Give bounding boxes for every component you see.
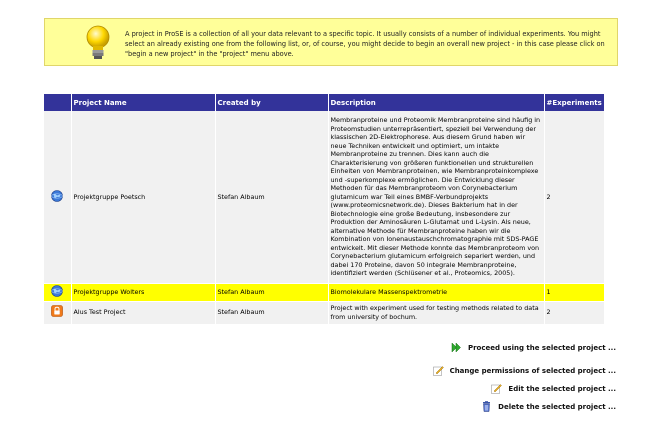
table-row[interactable] xyxy=(44,111,604,284)
table-row[interactable] xyxy=(44,301,604,324)
proceed-button[interactable] xyxy=(451,342,616,353)
header-experiments[interactable]: #Experiments xyxy=(544,94,604,111)
edit-pen-icon xyxy=(433,365,444,376)
header-project-name[interactable]: Project Name xyxy=(71,94,215,111)
project-name[interactable]: Projektgruppe Poetsch xyxy=(71,111,215,284)
table-row[interactable] xyxy=(44,284,604,302)
created-by: Stefan Albaum xyxy=(215,301,328,324)
change-permissions-label: Change permissions of selected project ... xyxy=(449,366,616,375)
project-table xyxy=(44,94,605,325)
delete-project-button[interactable] xyxy=(481,401,616,412)
table-header-row xyxy=(44,94,604,111)
project-description: Project with experiment used for testing methods related to data from university of bochum. xyxy=(328,301,544,324)
project-name[interactable]: Projektgruppe Wolters xyxy=(71,284,215,302)
delete-project-label: Delete the selected project ... xyxy=(498,402,616,411)
edit-pen-icon xyxy=(491,383,502,394)
double-arrow-icon xyxy=(451,342,462,353)
header-created-by[interactable]: Created by xyxy=(215,94,328,111)
lightbulb-icon xyxy=(83,24,113,64)
trash-icon xyxy=(481,401,492,412)
info-message: A project in ProSE is a collection of all your data relevant to a specific topic. It usually consists of a number of individual experiments. You might select an already existing one from the following list, or, of course, you might decide to begin an overall new project - in this case please click on "begin a new project" in the "project" menu above. xyxy=(125,30,605,58)
globe-icon xyxy=(51,285,63,297)
lock-icon xyxy=(51,305,63,317)
info-box xyxy=(44,18,618,66)
header-description[interactable]: Description xyxy=(328,94,544,111)
created-by: Stefan Albaum xyxy=(215,111,328,284)
created-by: Stefan Albaum xyxy=(215,284,328,302)
project-description: Membranproteine und Proteomik Membranproteine sind häufig in Proteomstudien unterrepräsentiert, speziell bei Verwendung der klassischen 2D-Elektrophorese. Aus diesem Grund haben wir neue Techniken entwickelt und optimiert, um intakte Membranproteine zu trennen. Dies kann auch die Charakterisierung von größeren funktionellen und strukturellen Einheiten von Membranproteinen, wie Membranproteinkomplexe und -superkomplexe ermöglichen. Die Entwicklung dieser Methoden für das Membranproteom von Corynebacterium glutamicum war Teil eines BMBF-Verbundprojekts (www.proteomicsnetwork.de). Dieses Bakterium hat in der Biotechnologie eine große Bedeutung, insbesondere zur Produktion der Aminosäuren L-Glutamat und L-Lysin. Als neue, alternative Methode für Membranproteine haben wir die Kombination von Ionenaustauschchromatographie mit SDS-PAGE entwickelt. Mit dieser Methode konnte das Membranproteom von Corynebacterium glutamicum erfolgreich separiert werden, und dabei 170 Proteine, davon 50 integrale Membranproteine, identifiziert werden (Schlüsener et al., Proteomics, 2005). xyxy=(328,111,544,284)
header-icon xyxy=(44,94,71,111)
project-name[interactable]: Alus Test Project xyxy=(71,301,215,324)
experiment-count: 2 xyxy=(544,111,604,284)
experiment-count: 1 xyxy=(544,284,604,302)
globe-icon xyxy=(51,190,63,202)
project-description: Biomolekulare Massenspektrometrie xyxy=(328,284,544,302)
edit-project-button[interactable] xyxy=(491,383,616,394)
change-permissions-button[interactable] xyxy=(433,365,616,376)
experiment-count: 2 xyxy=(544,301,604,324)
proceed-label: Proceed using the selected project ... xyxy=(467,343,616,352)
edit-project-label: Edit the selected project ... xyxy=(508,384,616,393)
